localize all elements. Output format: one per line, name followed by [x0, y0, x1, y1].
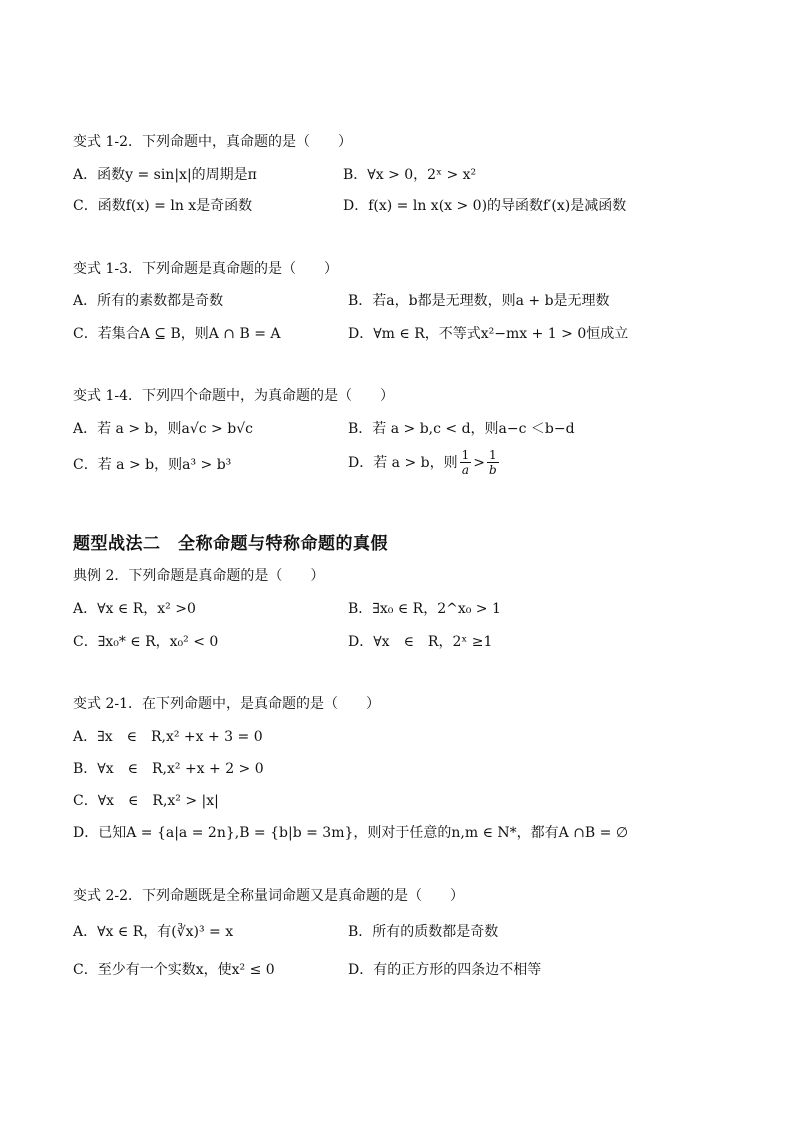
fraction-1-over-a	[460, 448, 472, 477]
option-b-1-4: B．若 a > b,c < d，则a−c ＜b−d	[348, 421, 575, 437]
option-a-1-3: A．所有的素数都是奇数	[73, 293, 224, 309]
option-d-prefix: D．若 a > b，则	[348, 454, 458, 471]
option-d-1-2: D．f(x) = ln x(x > 0)的导函数f′(x)是减函数	[343, 198, 627, 214]
fraction-denominator: a	[461, 463, 470, 477]
option-d-1-4	[348, 448, 501, 477]
option-d-example-2: D．∀x ∈ R，2ˣ ≥1	[348, 634, 493, 650]
option-c-2-1: C．∀x ∈ R,x² > |x|	[73, 793, 219, 809]
option-b-2-2: B．所有的质数都是奇数	[348, 924, 499, 940]
option-a-1-2: A．函数y = sin|x|的周期是π	[73, 167, 257, 183]
option-b-1-2: B．∀x > 0，2ˣ > x²	[343, 167, 477, 183]
option-b-1-3: B．若a，b都是无理数，则a + b是无理数	[348, 293, 610, 309]
section-heading: 题型战法二 全称命题与特称命题的真假	[73, 534, 388, 554]
option-c-2-2: C．至少有一个实数x，使x² ≤ 0	[73, 962, 275, 978]
question-stem-1-4: 变式 1-4．下列四个命题中，为真命题的是（ ）	[73, 388, 394, 404]
fraction-1-over-b	[487, 448, 499, 477]
option-a-2-1: A．∃x ∈ R,x² +x + 3 = 0	[73, 729, 263, 745]
option-a-2-2: A．∀x ∈ R，有(∛x)³ = x	[73, 924, 234, 940]
question-stem-1-2: 变式 1-2．下列命题中，真命题的是（ ）	[73, 134, 352, 150]
option-b-example-2: B．∃x₀ ∈ R，2^x₀ > 1	[348, 601, 501, 617]
greater-than-sign: >	[473, 454, 485, 471]
option-c-example-2: C．∃x₀* ∈ R，x₀² < 0	[73, 634, 219, 650]
option-c-1-3: C．若集合A ⊆ B，则A ∩ B = A	[73, 326, 281, 342]
option-d-1-3: D．∀m ∈ R，不等式x²−mx + 1 > 0恒成立	[348, 326, 629, 342]
fraction-numerator: 1	[461, 448, 470, 462]
question-stem-example-2: 典例 2．下列命题是真命题的是（ ）	[73, 568, 325, 584]
option-c-1-2: C．函数f(x) = ln x是奇函数	[73, 198, 253, 214]
question-stem-1-3: 变式 1-3．下列命题是真命题的是（ ）	[73, 261, 338, 277]
fraction-denominator: b	[488, 463, 497, 477]
option-d-2-1: D．已知A = {a|a = 2n},B = {b|b = 3m}，则对于任意的n,m ∈ N*，都有A ∩B = ∅	[73, 825, 629, 841]
option-a-example-2: A．∀x ∈ R，x² >0	[73, 601, 196, 617]
question-stem-2-1: 变式 2-1．在下列命题中，是真命题的是（ ）	[73, 696, 380, 712]
question-stem-2-2: 变式 2-2．下列命题既是全称量词命题又是真命题的是（ ）	[73, 888, 464, 904]
option-d-2-2: D．有的正方形的四条边不相等	[348, 962, 542, 978]
option-b-2-1: B．∀x ∈ R,x² +x + 2 > 0	[73, 761, 264, 777]
option-c-1-4: C．若 a > b，则a³ > b³	[73, 457, 232, 473]
fraction-numerator: 1	[489, 448, 497, 462]
option-a-1-4: A．若 a > b，则a√c > b√c	[73, 421, 253, 437]
